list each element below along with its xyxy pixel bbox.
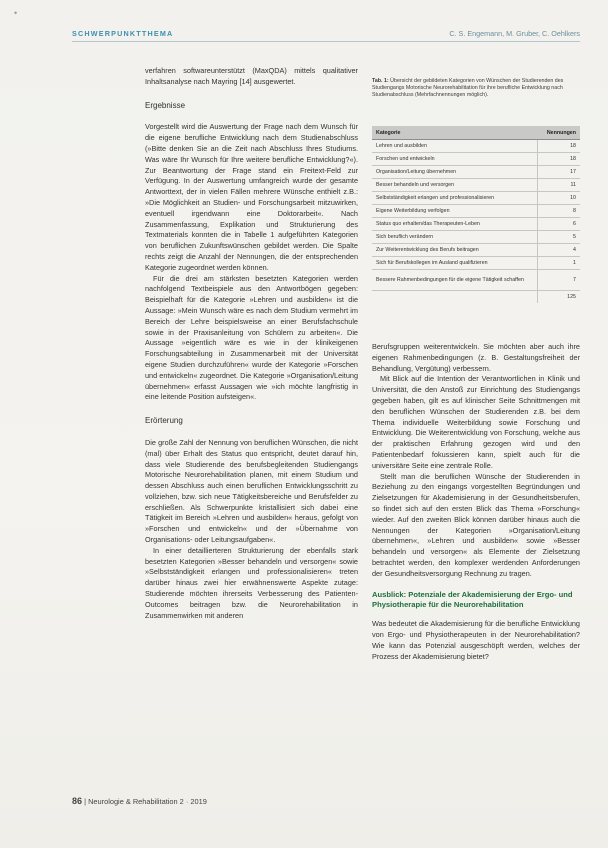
right-column — [372, 342, 580, 663]
discussion-paragraph-2: In einer detaillierteren Strukturierung der ebenfalls stark besetzten Kategorien »Besser behandeln und versorgen« sowie »Selbstständigkeit erlangen und professionalisieren« treten darüber hinaus zwei hier erwähnenswerte Aspekte zutage: Studierende möchten ihrerseits Verbesserung des Patienten-Outcomes beitragen bzw. die Neurorehabilitation in Zusammenwirken mit anderen — [145, 545, 358, 620]
journal-name: Neurologie & Rehabilitation 2 · 2019 — [88, 797, 207, 806]
row-label: Sich für Berufskollegen im Ausland qualifizieren — [372, 257, 538, 270]
row-count: 11 — [538, 179, 581, 192]
table-row — [372, 218, 580, 231]
column-header-category: Kategorie — [372, 126, 538, 140]
row-count: 4 — [538, 244, 581, 257]
table-row — [372, 231, 580, 244]
section-title: SCHWERPUNKTTHEMA — [72, 29, 174, 38]
outlook-heading: Ausblick: Potenziale der Akademisierung der Ergo- und Physiotherapie für die Neurorehabilitation — [372, 589, 573, 609]
discussion-paragraph-1: Die große Zahl der Nennung von beruflichen Wünschen, die nicht (mal) über Erhalt des Status quo entspricht, deutet darauf hin, dass viele Studierende des berufsbegleitenden Studiengangs Motorische Neurorehabilitation planen, mit einem Studium und dessen Abschluss auch einen beruflichen Entwicklungsschritt zu vollziehen, bzw. sich neue Tätigkeitsbereiche und Berufsfelder zu erschließen. Als Schwerpunkte kristallisiert sich dabei eine Tätigkeit im Bereich »Lehren und ausbilden« heraus, gefolgt von »Forschen und entwickeln« und der »Übernahme von Organisations- oder Leitungsaufgaben«. — [145, 437, 358, 545]
row-count: 6 — [538, 218, 581, 231]
row-label: Forschen und entwickeln — [372, 153, 538, 166]
results-paragraph-1: Vorgestellt wird die Auswertung der Frage nach dem Wunsch für die eigene berufliche Entwicklung nach dem Studienabschluss (»Bitte denken Sie an die Zeit nach Abschluss Ihres Studiums. Was wäre Ihr Wunsch für Ihre weitere berufliche Entwicklung?«). Zur Beantwortung der Frage stand ein Freitext-Feld zur Verfügung. In der Auswertung umfangreich wurde der gesamte Antworttext, der in vielen Fällen mehrere Wünsche enthielt z.B.: »Die Möglichkeit an Studien- und Forschungsarbeit mitzuwirken, eventuell irgendwann eine Doktorarbeit«. Nach Zusammenfassung, Explikation und Strukturierung des Textmaterials konnten die in Tabelle 1 aufgeführten Kategorien von beruflichen Zukunftswünschen gebildet werden. Die Spalte rechts zeigt die Anzahl der Nennungen, die der entsprechenden Kategorie zugeordnet werden können. — [145, 122, 358, 272]
row-count: 7 — [538, 270, 581, 291]
intro-text: verfahren softwareunterstützt (MaxQDA) mittels qualitativer Inhaltsanalyse nach Mayring [14] ausgewertet. — [145, 66, 358, 86]
page-footer — [72, 796, 207, 806]
table-row — [372, 153, 580, 166]
row-label: Status quo erhalten/das Therapeuten-Leben — [372, 218, 538, 231]
table-row — [372, 166, 580, 179]
table-caption-text: Übersicht der gebildeten Kategorien von Wünschen der Studierenden des Studiengangs Motorische Neurorehabilitation für ihre berufliche Entwicklung nach Studienabschluss (Mehrfachnennungen möglich). — [372, 78, 564, 98]
header-rule — [72, 41, 580, 42]
table-row — [372, 270, 580, 291]
discussion-heading: Erörterung — [145, 416, 183, 426]
row-count: 18 — [538, 140, 581, 153]
row-count: 8 — [538, 205, 581, 218]
table-caption — [372, 78, 578, 99]
categories-table — [372, 126, 580, 303]
column-header-count: Nennungen — [538, 126, 581, 140]
row-label: Sich beruflich verändern — [372, 231, 538, 244]
table-row — [372, 140, 580, 153]
table-header-row — [372, 126, 580, 140]
results-paragraph-2: Für die drei am stärksten besetzten Kategorien werden nachfolgend Textbeispiele aus den Antwortbögen gegeben: Beispielhaft für die Kategorie »Lehren und ausbilden« ist die Aussage: »Mein Wunsch wäre es nach dem Studium vermehrt im Bereich der Lehre beispielsweise an einer Berufsfachschule sowie in der Praxisanleitung von Schülern zu arbeiten«. Die Aussage »eigentlich wäre es wie in der klinikeigenen Forschungsabteilung in Zusammenarbeit mit der Universität eigene Studien durchzuführen« wurde der Kategorie »Forschen und entwickeln« zugeordnet. Die Kategorie »Organisation/Leitung übernehmen« erfasst Aussagen wie »ich möchte langfristig in eine leitende Position aufsteigen«. — [145, 273, 358, 402]
total-label-cell — [372, 291, 538, 304]
results-heading: Ergebnisse — [145, 100, 186, 110]
header-authors: C. S. Engemann, M. Gruber, C. Oehlkers — [449, 29, 580, 38]
right-paragraph-2: Mit Blick auf die Intention der Verantwortlichen in Klinik und Universität, die den Anstoß zur Einrichtung des Studiengangs gegeben haben, gilt es auf klinischer Seite Schnittmengen mit den beruflichen Wünschen der Studierenden z.B. bei dem Thema individuelle Weiterbildung sowie Forschung und Entwicklung. Die Weiterentwicklung von Forschung, welche aus der praktischen Erfahrung gezogen wird und den Patientenbedarf fokussieren kann, spielt auch für die universitäre Seite eine zentrale Rolle. — [372, 374, 580, 470]
right-paragraph-1: Berufsgruppen weiterentwickeln. Sie möchten aber auch ihre eigenen Rahmenbedingungen (z. B. Gestaltungsfreiheit der Behandlung, Vergütung) verbessern. — [372, 342, 580, 373]
table-caption-label: Tab. 1: — [372, 78, 389, 84]
row-count: 1 — [538, 257, 581, 270]
footer-separator: | — [84, 797, 89, 806]
row-label: Lehren und ausbilden — [372, 140, 538, 153]
left-column — [145, 66, 358, 621]
total-count: 125 — [538, 291, 581, 304]
row-label: Bessere Rahmenbedingungen für die eigene Tätigkeit schaffen — [372, 270, 538, 291]
row-count: 10 — [538, 192, 581, 205]
row-label: Organisation/Leitung übernehmen — [372, 166, 538, 179]
row-count: 5 — [538, 231, 581, 244]
outlook-paragraph: Was bedeutet die Akademisierung für die berufliche Entwicklung von Ergo- und Physiotherapeuten in der Neurorehabilitation? Wie kann das Potenzial ausgeschöpft werden, welches der Prozess der Akademisierung bietet? — [372, 619, 580, 661]
corner-mark: • — [14, 8, 18, 18]
table-row — [372, 205, 580, 218]
row-count: 17 — [538, 166, 581, 179]
row-label: Zur Weiterentwicklung des Berufs beitragen — [372, 244, 538, 257]
row-label: Eigene Weiterbildung verfolgen — [372, 205, 538, 218]
row-label: Selbstständigkeit erlangen und professionalisieren — [372, 192, 538, 205]
row-count: 18 — [538, 153, 581, 166]
right-paragraph-3: Stellt man die beruflichen Wünsche der Studierenden in Beziehung zu den eingangs vorgestellten Begründungen und Zielsetzungen für Akademisierung in der Gesundheitsberufen, so findet sich auf den ersten Blick das Thema »Forschung« wieder. Auf den zweiten Blick können darüber hinaus auch die Nennungen der Kategorien »Organisation/Leitung übernehmen«, »Lehren und ausbilden« sowie »Besser behandeln und versorgen« als Elemente der Zielsetzung betrachtet werden, den komplexer werdenden Anforderungen der Gesundheitsversorgung Rechnung zu tragen. — [372, 471, 580, 578]
table-row — [372, 179, 580, 192]
table-row — [372, 192, 580, 205]
table-row — [372, 244, 580, 257]
table-total-row — [372, 291, 580, 304]
table-row — [372, 257, 580, 270]
page-number: 86 — [72, 796, 83, 806]
row-label: Besser behandeln und versorgen — [372, 179, 538, 192]
